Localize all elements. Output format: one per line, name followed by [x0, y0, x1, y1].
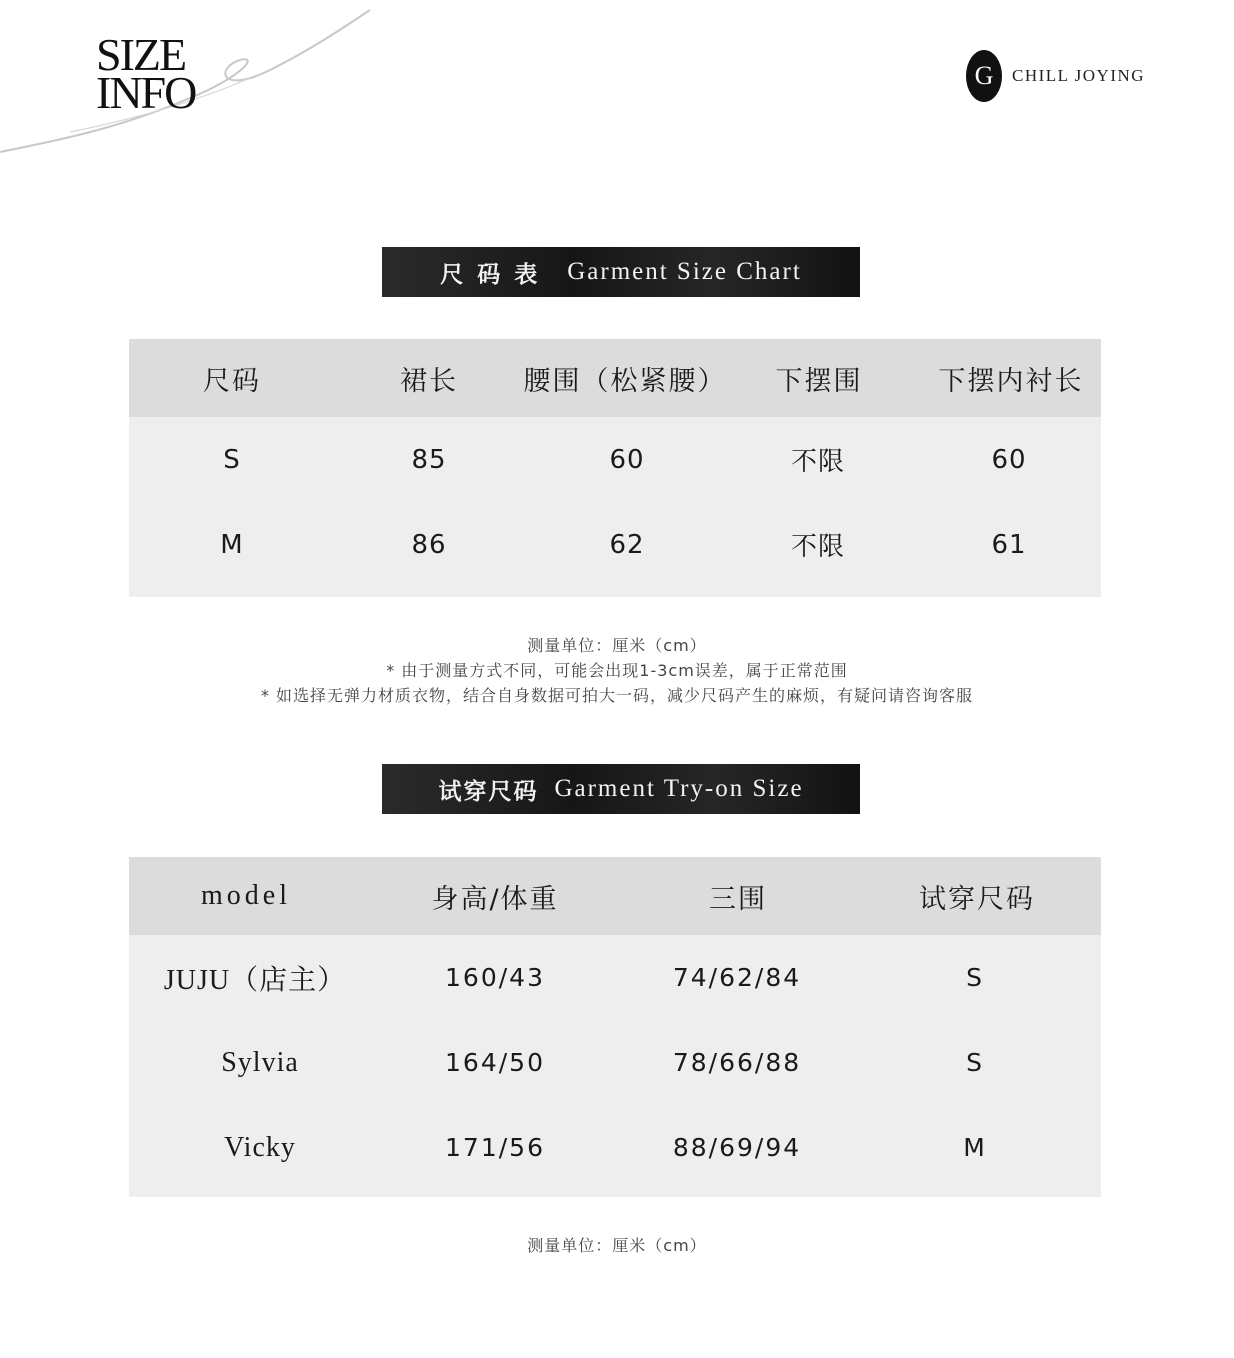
- table-cell: M: [220, 529, 244, 560]
- banner-title-cn: 尺码表: [440, 261, 552, 288]
- table-row: [129, 1105, 1101, 1190]
- table-cell: 74/62/84: [672, 963, 802, 992]
- measurement-error-note: * 由于测量方式不同，可能会出现1-3cm误差，属于正常范围: [386, 661, 848, 680]
- garment-size-table: [129, 339, 1101, 597]
- table-cell: 60: [609, 444, 645, 475]
- table-row: [129, 417, 1101, 502]
- table-cell: M: [963, 1133, 987, 1162]
- column-header: 下摆围: [775, 365, 863, 397]
- table-cell: 不限: [790, 532, 846, 562]
- table-cell: Sylvia: [221, 1046, 299, 1078]
- size-advice-note: * 如选择无弹力材质衣物，结合自身数据可拍大一码，减少尺码产生的麻烦，有疑问请咨询客服: [260, 686, 974, 705]
- brand-name: CHILL JOYING: [1012, 66, 1146, 85]
- brand-mark-icon: G: [966, 50, 1002, 102]
- column-header: 尺码: [203, 365, 261, 397]
- table-cell: 78/66/88: [672, 1048, 802, 1077]
- table-header-row: [129, 339, 1101, 417]
- table-cell: 62: [609, 529, 645, 560]
- table-cell: 85: [411, 444, 447, 475]
- table-row: [129, 1020, 1101, 1105]
- brush-stroke-decoration: [0, 0, 400, 160]
- column-header: 试穿尺码: [919, 883, 1035, 915]
- column-header: 腰围（松紧腰）: [523, 365, 727, 397]
- banner-title-en: Garment Size Chart: [567, 258, 802, 285]
- column-header: model: [201, 880, 291, 911]
- table-cell: 88/69/94: [672, 1133, 802, 1162]
- table-header-row: [129, 857, 1101, 935]
- title-line-size: SIZE: [96, 29, 186, 80]
- column-header: 下摆内衬长: [938, 365, 1084, 397]
- column-header: 裙长: [400, 365, 458, 397]
- title-line-info: INFO: [96, 67, 196, 118]
- tryon-size-table: [129, 857, 1101, 1197]
- table-cell: 171/56: [445, 1133, 545, 1162]
- table-cell: S: [966, 1048, 984, 1077]
- measurement-unit-note: 测量单位：厘米（cm）: [527, 636, 707, 655]
- table-cell: 60: [991, 444, 1027, 475]
- banner-title-en: Garment Try-on Size: [554, 775, 804, 802]
- table-row: [129, 935, 1101, 1020]
- table-cell: 61: [991, 529, 1027, 560]
- tryon-size-banner: [382, 764, 860, 814]
- table-cell: 不限: [790, 447, 846, 477]
- garment-size-chart-banner: [382, 247, 860, 297]
- table-cell: JUJU（店主）: [163, 964, 347, 996]
- measurement-unit-note: 测量单位：厘米（cm）: [527, 1236, 707, 1255]
- column-header: 三围: [709, 883, 767, 915]
- table-cell: 86: [411, 529, 447, 560]
- table-cell: S: [966, 963, 984, 992]
- size-info-title: [96, 29, 196, 118]
- table-row: [129, 502, 1101, 587]
- column-header: 身高/体重: [431, 883, 559, 915]
- table-cell: Vicky: [224, 1131, 296, 1163]
- table-cell: S: [223, 444, 241, 475]
- brand-logo: [966, 50, 1145, 102]
- table-cell: 164/50: [445, 1048, 545, 1077]
- banner-title-cn: 试穿尺码: [438, 778, 539, 805]
- table-cell: 160/43: [445, 963, 545, 992]
